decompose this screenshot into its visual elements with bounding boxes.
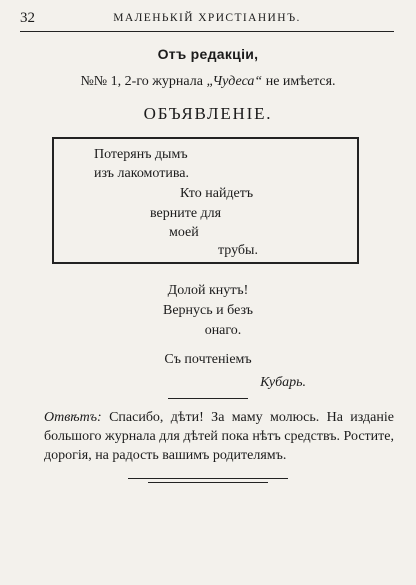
box-line: Кто найдетъ [180, 186, 254, 201]
announcement-title: ОБЪЯВЛЕНІЕ. [143, 104, 273, 123]
editorial-heading: Отъ редакціи, [157, 46, 259, 62]
closing-rule [128, 478, 288, 479]
closing-rule [148, 482, 268, 483]
notice-prefix: №№ 1, 2-го журнала [80, 74, 203, 89]
running-title: МАЛЕНЬКІЙ ХРИСТІАНИНЪ. [113, 12, 301, 24]
notice-suffix: не имѣется. [265, 74, 336, 89]
editorial-notice [0, 74, 416, 90]
page-header [20, 10, 394, 28]
section-divider [168, 398, 248, 399]
header-rule [20, 31, 394, 32]
announcement-box [52, 137, 359, 264]
announcement-line: онаго. [204, 323, 242, 338]
box-line: моей [169, 225, 199, 240]
editorial-answer [44, 408, 394, 465]
box-line: трубы. [218, 243, 258, 258]
box-line: Потерянъ дымъ [94, 147, 188, 162]
notice-journal-name: „Чудеса“ [206, 74, 263, 89]
announcement-line: Долой кнутъ! [167, 283, 249, 298]
announcement-line: Вернусь и безъ [163, 303, 253, 318]
announcement-line: Съ почтеніемъ [164, 352, 252, 367]
page-number: 32 [20, 10, 35, 26]
box-line: верните для [150, 206, 222, 221]
answer-label: Отвѣтъ: [44, 410, 102, 425]
announcement-signature: Кубарь. [260, 375, 306, 390]
box-line: изъ лакомотива. [94, 166, 189, 181]
answer-text: Спасибо, дѣти! За маму молюсь. На изданіе большого журнала для дѣтей пока нѣтъ средствъ. Ростите, дорогія, на радость вашимъ родителямъ. [44, 410, 394, 463]
